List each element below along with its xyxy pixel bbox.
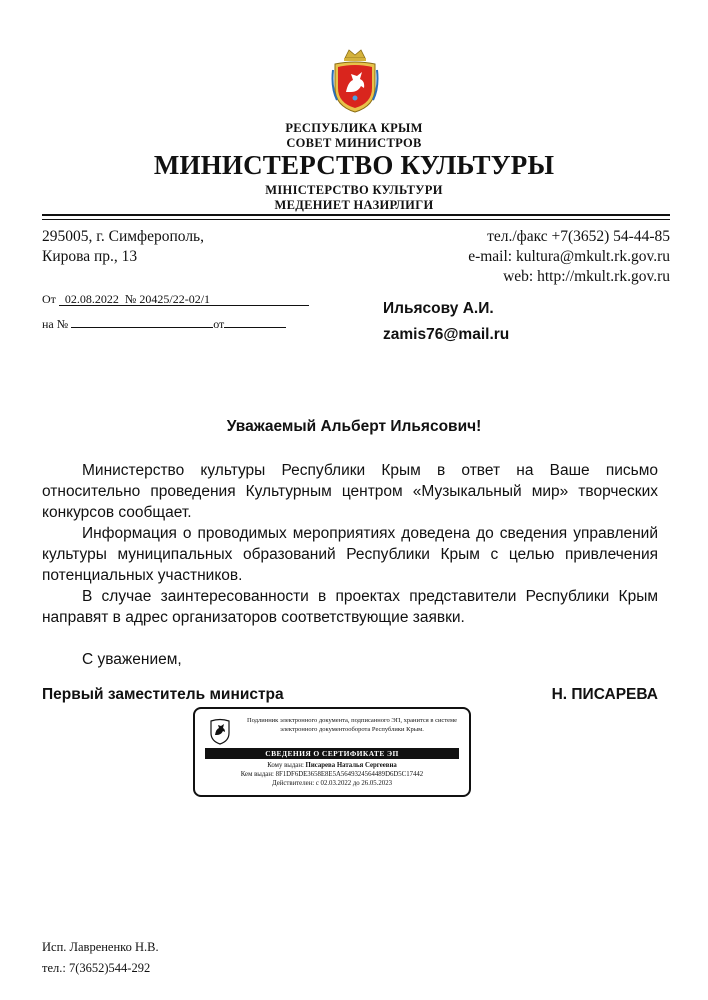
email-link[interactable]: e-mail: kultura@mkult.rk.gov.ru xyxy=(468,248,670,265)
council-heading: СОВЕТ МИНИСТРОВ xyxy=(286,136,422,150)
salutation: Уважаемый Альберт Ильясович! xyxy=(226,418,482,435)
paragraph: Информация о проводимых мероприятиях доведена до сведения управлений культуры муниципальных образований Республики Крым с целью привлечения потенциальных участников. xyxy=(42,525,658,584)
recipient-email[interactable]: zamis76@mail.ru xyxy=(383,326,510,343)
letter-body xyxy=(42,460,658,628)
recipient-block xyxy=(383,296,509,348)
crimea-coat-of-arms-icon xyxy=(209,717,231,745)
reply-number-line xyxy=(71,314,213,328)
issued-to-label: Кому выдан: xyxy=(267,762,304,769)
address-block xyxy=(42,227,204,267)
reply-from-label: от xyxy=(213,317,225,331)
valid-value: с 02.03.2022 до 26.05.2023 xyxy=(315,780,392,787)
issuer-value: 8F1DF6DE3658E8E5A5649324564489D6D5C17442 xyxy=(275,771,424,778)
reply-date-line xyxy=(224,314,286,328)
issuer-label: Кем выдан: xyxy=(240,771,274,778)
ministry-title-crh: МЕДЕНИЕТ НАЗИРЛИГИ xyxy=(274,198,434,212)
number-label: № xyxy=(124,292,137,306)
incoming-reference xyxy=(42,314,286,332)
paragraph: В случае заинтересованности в проектах представители Республики Крым направят в адрес организаторов соответствующие заявки. xyxy=(42,588,658,626)
issued-to-value: Писарева Наталья Сергеевна xyxy=(305,762,397,769)
address-line-2: Кирова пр., 13 xyxy=(42,248,138,265)
address-line-1: 295005, г. Симферополь, xyxy=(42,228,204,245)
certificate-owner xyxy=(205,761,459,770)
outgoing-number: 20425/22-02/1 xyxy=(139,292,211,306)
ministry-title: МИНИСТЕРСТВО КУЛЬТУРЫ xyxy=(153,150,555,180)
crimea-coat-of-arms-icon xyxy=(331,48,379,116)
header-rule-thin xyxy=(42,219,670,220)
recipient-name: Ильясову А.И. xyxy=(383,300,494,317)
certificate-validity xyxy=(205,779,459,788)
stamp-title: СВЕДЕНИЯ О СЕРТИФИКАТЕ ЭП xyxy=(205,748,459,759)
outgoing-reference xyxy=(42,292,309,307)
web-link[interactable]: web: http://mkult.rk.gov.ru xyxy=(503,268,670,285)
republic-heading: РЕСПУБЛИКА КРЫМ xyxy=(285,121,423,135)
ministry-title-ua: МІНІСТЕРСТВО КУЛЬТУРИ xyxy=(265,183,443,197)
valid-label: Действителен: xyxy=(272,780,315,787)
closing: С уважением, xyxy=(82,651,182,668)
certificate-issuer xyxy=(205,770,459,779)
phone-fax: тел./факс +7(3652) 54-44-85 xyxy=(487,228,670,245)
stamp-note: Подлинник электронного документа, подписанного ЭП, хранится в системе электронного документооборота Республики Крым. xyxy=(246,717,458,733)
executor-block xyxy=(42,937,159,979)
signer-name: Н. ПИСАРЕВА xyxy=(551,686,658,703)
outgoing-date: 02.08.2022 xyxy=(64,292,119,306)
from-label: От xyxy=(42,292,56,306)
paragraph: Министерство культуры Республики Крым в ответ на Ваше письмо относительно проведения Культурным центром «Музыкальный мир» творческих конкурсов сообщает. xyxy=(42,462,658,521)
executor-phone: тел.: 7(3652)544-292 xyxy=(42,961,151,975)
contact-block xyxy=(468,227,670,287)
executor-name: Исп. Лаврененко Н.В. xyxy=(42,940,159,954)
outgoing-reference-line xyxy=(59,292,309,306)
e-signature-stamp xyxy=(193,707,471,797)
header-rule-thick xyxy=(42,214,670,216)
signer-position: Первый заместитель министра xyxy=(42,686,284,703)
reply-label: на № xyxy=(42,317,69,331)
